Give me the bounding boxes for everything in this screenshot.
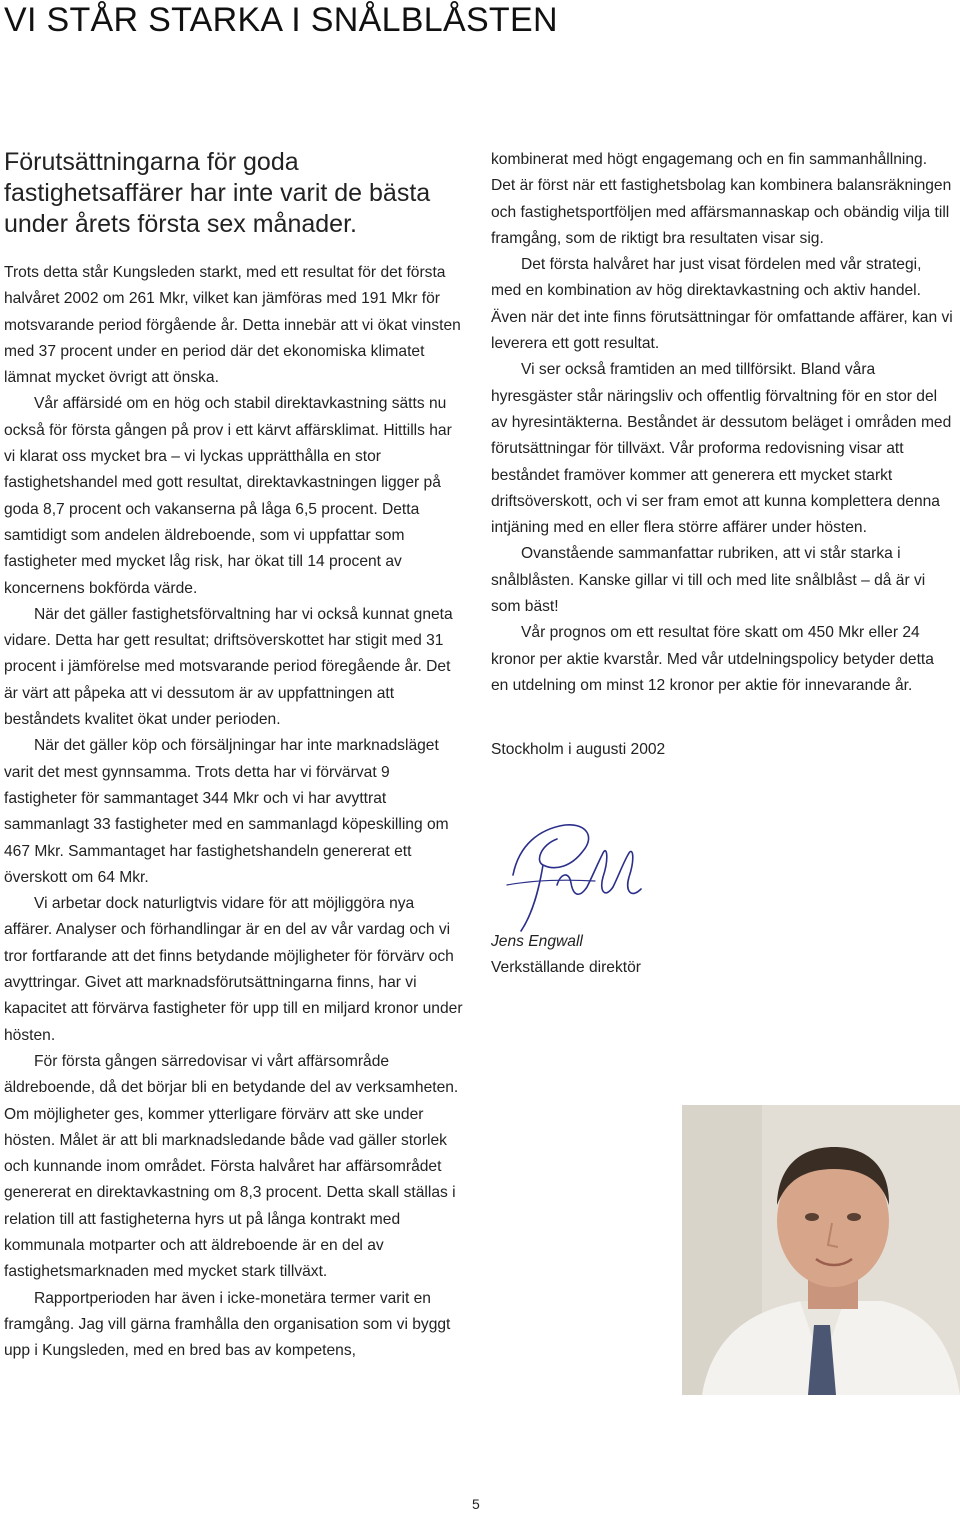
signer-name: Jens Engwall: [491, 933, 583, 951]
body-paragraph: Det första halvåret har just visat fördelen med vår strategi, med en kombination av hög direktavkastning och aktiv handel. Även när det inte finns förutsättningar för omfattande affärer, kan vi leverera ett gott resultat.: [491, 256, 953, 353]
body-paragraph: Vår prognos om ett resultat före skatt om 450 Mkr eller 24 kronor per aktie kvarstår. Med vår utdelningspolicy betyder detta en utdelning om minst 12 kronor per aktie för innevarande år.: [491, 624, 934, 694]
signature-image: [499, 815, 649, 935]
right-column: [491, 147, 953, 981]
page-number: 5: [472, 1496, 480, 1512]
body-paragraph: kombinerat med högt engagemang och en fin sammanhållning. Det är först när ett fastighetsbolag kan kombinera balansräkningen och fastighetsportföljen med affärsmannaskap och obändig vilja till framgång, som de riktigt bra resultaten visar sig.: [491, 151, 952, 247]
body-paragraph: När det gäller köp och försäljningar har inte marknadsläget varit det mest gynnsamma. Trots detta har vi förvärvat 9 fastigheter för sammantaget 344 Mkr och vi har avyttrat sammanlagt 33 fastigheter med en sammanlagd köpeskilling om 467 Mkr. Sammantaget har fastighetshandeln genererat ett överskott om 64 Mkr.: [4, 737, 449, 886]
portrait-photo: [682, 1105, 960, 1395]
left-body-text: [4, 260, 466, 1364]
body-paragraph: Trots detta står Kungsleden starkt, med ett resultat för det första halvåret 2002 om 261 Mkr, vilket kan jämföras med 191 Mkr för motsvarande period förgående år. Detta innebär att vi ökat vinsten med 37 procent under en period där det ekonomiska klimatet lämnat mycket övrigt att önska.: [4, 264, 461, 387]
body-paragraph: Vår affärsidé om en hög och stabil direktavkastning sätts nu också för första gången på prov i ett kärvt affärsklimat. Hittills har vi klarat oss mycket bra – vi lyckas upprätthålla en stor fastighetshandel med gott resultat, direktavkastningen ligger på goda 8,7 procent och vakanserna på låga 6,5 procent. Detta samtidigt som andelen äldreboende, som vi uppfattar som fastigheter med mycket låg risk, har ökat till 14 procent av koncernens bokförda värde.: [4, 395, 452, 597]
portrait-illustration: [682, 1105, 960, 1395]
signer-title: Verkställande direktör: [491, 959, 641, 977]
body-paragraph: Vi arbetar dock naturligtvis vidare för att möjliggöra nya affärer. Analyser och förhandlingar är en del av vår vardag och vi tror fortfarande att det finns betydande möjligheter för förvärv och avyttringar. Givet att marknadsförutsättningarna finns, har vi kapacitet att förvärva fastigheter för upp till en miljard kronor under hösten.: [4, 895, 463, 1044]
body-paragraph: För första gången särredovisar vi vårt affärsområde äldreboende, då det börjar bli en betydande del av verksamheten. Om möjligheter ges, kommer ytterligare förvärv att ske under hösten. Målet är att bli marknadsledande både vad gäller storlek och kunnande inom området. Första halvåret har affärsområdet genererat en direktavkastning om 8,3 procent. Detta skall ställas i relation till att fastigheterna hyrs ut på långa kontrakt med kommunala motparter och att äldreboende är en del av fastighetsmarknaden med mycket stark tillväxt.: [4, 1052, 459, 1281]
closing-place-date: Stockholm i augusti 2002: [491, 741, 666, 759]
body-paragraph: Rapportperioden har även i icke-monetära termer varit en framgång. Jag vill gärna framhålla den organisation som vi byggt upp i Kungsleden, med en bred bas av kompetens,: [4, 1289, 451, 1360]
body-paragraph: När det gäller fastighetsförvaltning har vi också kunnat gneta vidare. Detta har gett resultat; driftsöverskottet har stigit med 31 procent i jämförelse med motsvarande period föregående år. Det är värt att påpeka att vi dessutom är av uppfattningen att beståndets kvalitet ökat under perioden.: [4, 605, 453, 729]
body-paragraph: Vi ser också framtiden an med tillförsikt. Bland våra hyresgäster står näringsliv och offentlig förvaltning för en stor del av hyresintäkterna. Beståndet är dessutom beläget i områden med förutsättningar för tillväxt. Vår proforma redovisning visar att beståndet framöver kommer att generera ett mycket starkt driftsöverskott, och vi ser fram emot att kunna komplettera denna intjäning med en eller flera större affärer under hösten.: [491, 361, 952, 537]
lead-paragraph: Förutsättningarna för goda fastighetsaffärer har inte varit de bästa under årets första sex månader.: [4, 148, 431, 238]
body-paragraph: Ovanstående sammanfattar rubriken, att vi står starka i snålblåsten. Kanske gillar vi till och med lite snålblåst – då är vi som bäst!: [491, 545, 926, 616]
right-body-text: [491, 147, 953, 699]
left-column: [4, 147, 466, 1364]
page-title: VI STÅR STARKA I SNÅLBLÅSTEN: [4, 1, 558, 39]
